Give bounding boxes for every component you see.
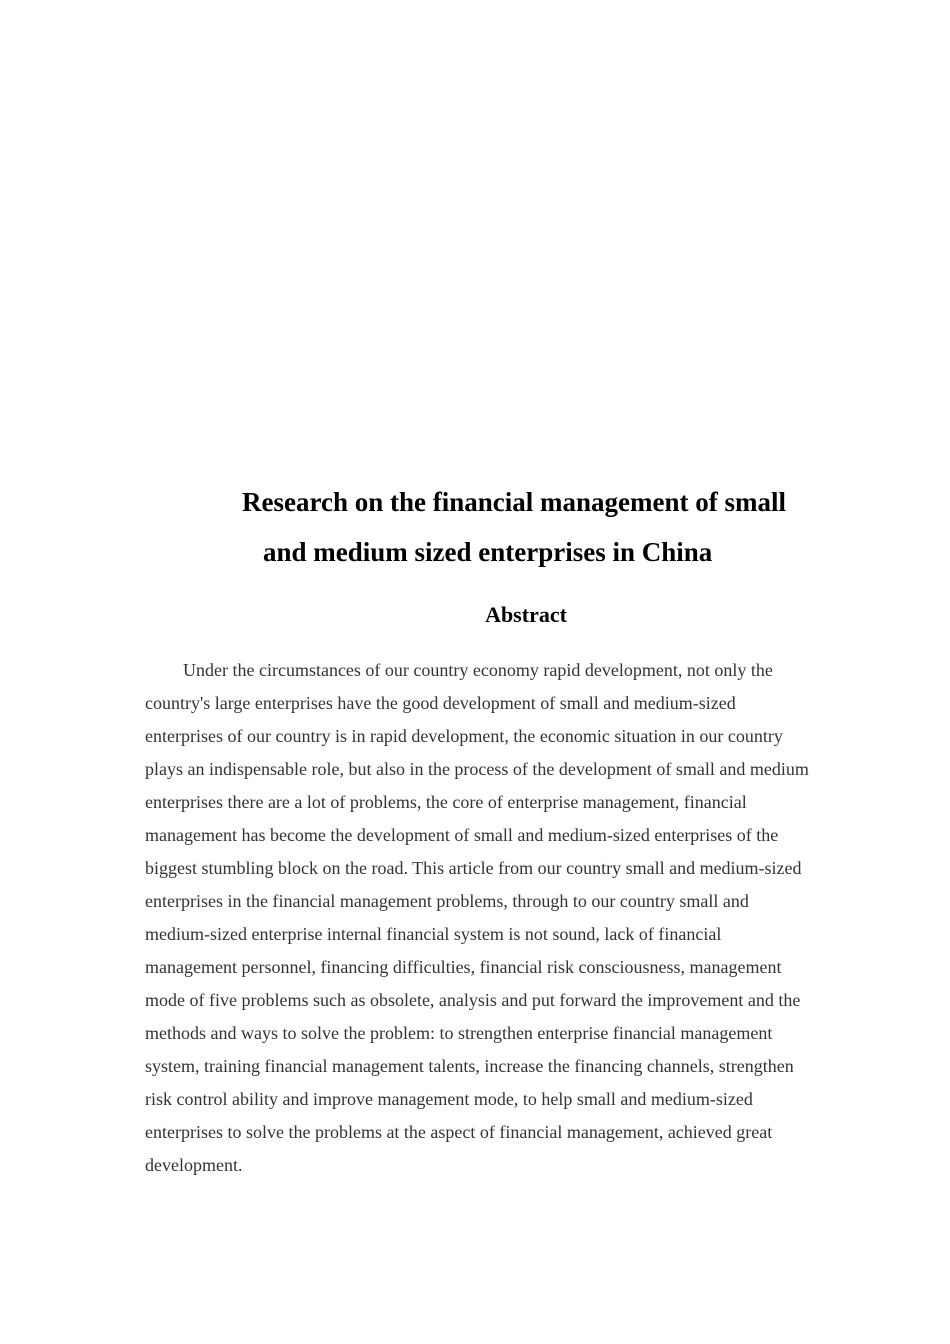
title-line-2: and medium sized enterprises in China bbox=[263, 537, 713, 567]
abstract-line: development. bbox=[145, 1155, 243, 1175]
abstract-line: management has become the development of small and medium-sized enterprises of the bbox=[145, 825, 779, 845]
abstract-line: plays an indispensable role, but also in the process of the development of small and medium bbox=[145, 759, 809, 779]
abstract-line: methods and ways to solve the problem: to strengthen enterprise financial management bbox=[145, 1023, 773, 1043]
abstract-line: enterprises to solve the problems at the aspect of financial management, achieved great bbox=[145, 1122, 773, 1142]
abstract-line: country's large enterprises have the good development of small and medium-sized bbox=[145, 693, 736, 713]
abstract-line: risk control ability and improve management mode, to help small and medium-sized bbox=[145, 1089, 753, 1109]
abstract-heading: Abstract bbox=[485, 602, 567, 627]
title-line-1: Research on the financial management of small bbox=[242, 487, 786, 517]
abstract-body bbox=[145, 654, 865, 1182]
abstract-line: system, training financial management talents, increase the financing channels, strengthen bbox=[145, 1056, 794, 1076]
abstract-line: biggest stumbling block on the road. This article from our country small and medium-sized bbox=[145, 858, 802, 878]
abstract-line: enterprises of our country is in rapid development, the economic situation in our country bbox=[145, 726, 783, 746]
abstract-line: medium-sized enterprise internal financial system is not sound, lack of financial bbox=[145, 924, 722, 944]
abstract-line: enterprises in the financial management problems, through to our country small and bbox=[145, 891, 749, 911]
abstract-line: mode of five problems such as obsolete, analysis and put forward the improvement and the bbox=[145, 990, 801, 1010]
abstract-line: management personnel, financing difficulties, financial risk consciousness, management bbox=[145, 957, 782, 977]
abstract-line: enterprises there are a lot of problems, the core of enterprise management, financial bbox=[145, 792, 747, 812]
abstract-line: Under the circumstances of our country economy rapid development, not only the bbox=[183, 660, 773, 680]
